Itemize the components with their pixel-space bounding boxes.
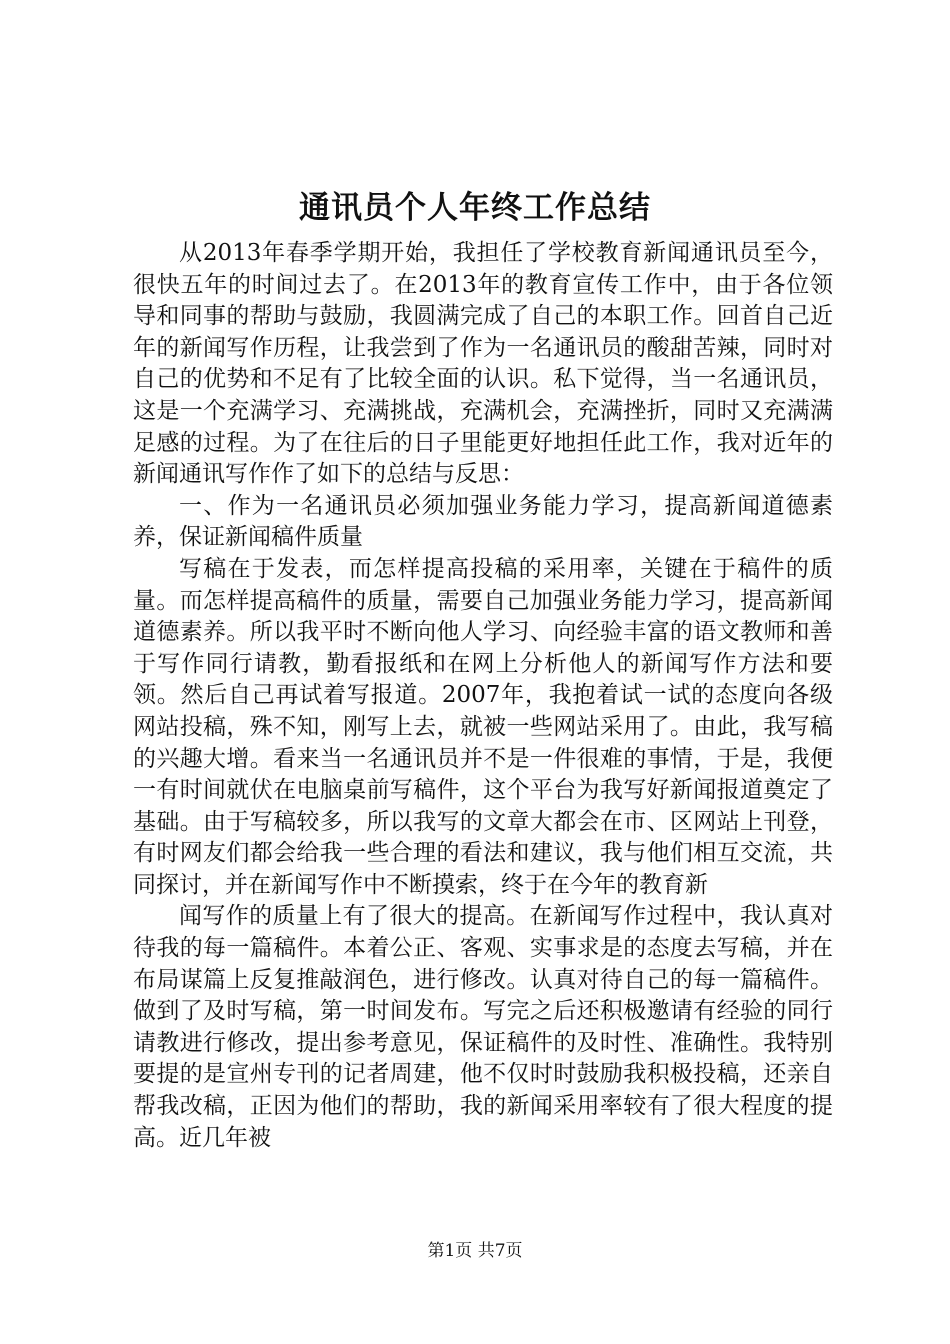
paragraph-intro: 从2013年春季学期开始，我担任了学校教育新闻通讯员至今，很快五年的时间过去了。在2013年的教育宣传工作中，由于各位领导和同事的帮助与鼓励，我圆满完成了自己的本职工作。回首自己近年的新闻写作历程，让我尝到了作为一名通讯员的酸甜苦辣，同时对自己的优势和不足有了比较全面的认识。私下觉得，当一名通讯员，这是一个充满学习、充满挑战，充满机会，充满挫折，同时又充满满足感的过程。为了在往后的日子里能更好地担任此工作，我对近年的新闻通讯写作作了如下的总结与反思： xyxy=(133,240,833,488)
page-number-footer: 第1页 共7页 xyxy=(427,1241,523,1261)
document-title: 通讯员个人年终工作总结 xyxy=(299,190,651,226)
paragraph-writing-quality: 写稿在于发表，而怎样提高投稿的采用率，关键在于稿件的质量。而怎样提高稿件的质量，需要自己加强业务能力学习，提高新闻道德素养。所以我平时不断向他人学习、向经验丰富的语文教师和善于写作同行请教，勤看报纸和在网上分析他人的新闻写作方法和要领。然后自己再试着写报道。2007年，我抱着试一试的态度向各级网站投稿，殊不知，刚写上去，就被一些网站采用了。由此，我写稿的兴趣大增。看来当一名通讯员并不是一件很难的事情，于是，我便一有时间就伏在电脑桌前写稿件，这个平台为我写好新闻报道奠定了基础。由于写稿较多，所以我写的文章大都会在市、区网站上刊登，有时网友们都会给我一些合理的看法和建议，我与他们相互交流，共同探讨，并在新闻写作中不断摸索，终于在今年的教育新 xyxy=(133,555,833,898)
paragraph-writing-process: 闻写作的质量上有了很大的提高。在新闻写作过程中，我认真对待我的每一篇稿件。本着公正、客观、实事求是的态度去写稿，并在布局谋篇上反复推敲润色，进行修改。认真对待自己的每一篇稿件。做到了及时写稿，第一时间发布。写完之后还积极邀请有经验的同行请教进行修改，提出参考意见，保证稿件的及时性、准确性。我特别要提的是宣州专刊的记者周建，他不仅时时鼓励我积极投稿，还亲自帮我改稿，正因为他们的帮助，我的新闻采用率较有了很大程度的提高。近几年被 xyxy=(133,903,833,1151)
paragraph-section-heading: 一、作为一名通讯员必须加强业务能力学习，提高新闻道德素养，保证新闻稿件质量 xyxy=(133,492,833,551)
document-body xyxy=(133,238,833,1154)
